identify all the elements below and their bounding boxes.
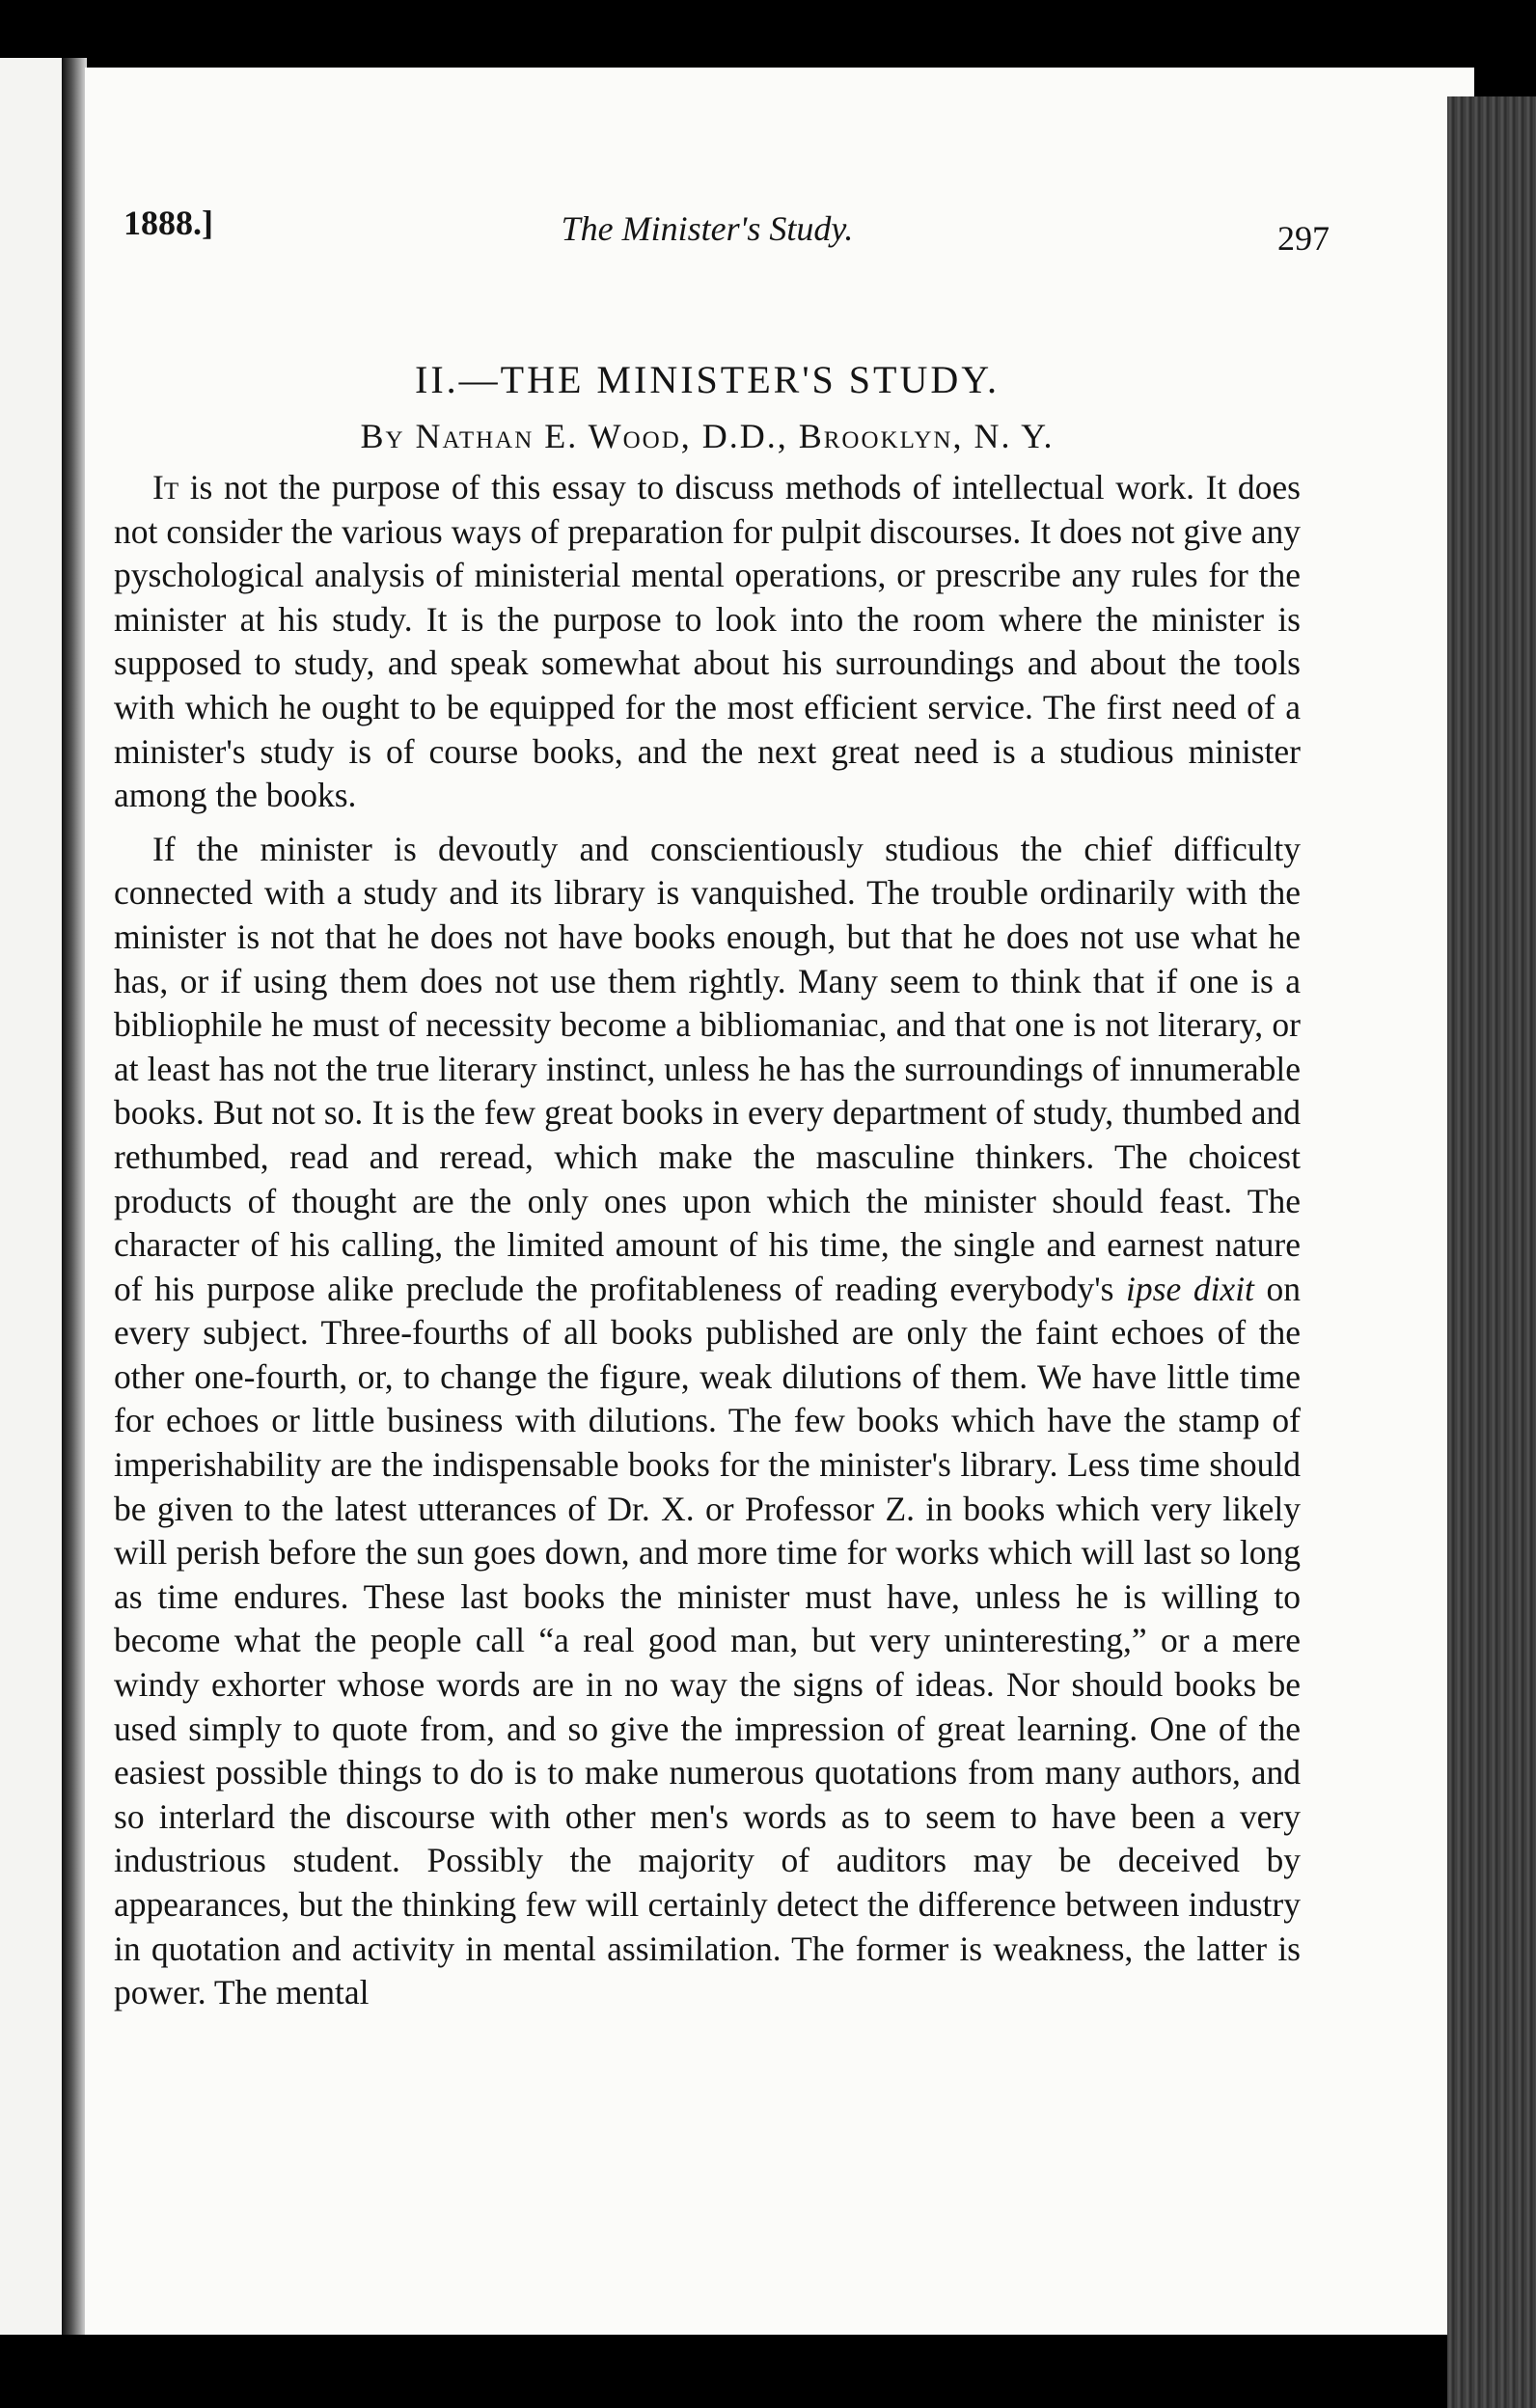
page-content [114,125,1330,2015]
paragraph-2 [114,828,1301,2015]
article-byline: By Nathan E. Wood, D.D., Brooklyn, N. Y. [360,417,1055,455]
paragraph-2-text-a: If the minister is devoutly and conscientiously studious the chief difficulty connected with a study and its library is vanquished. The trouble ordinarily with the minister is not that he does not have books enough, but that he does not use what he has, or if using them does not use them rightly. Many seem to think that if one is a bibliophile he must of necessity become a bibliomaniac, and that one is not literary, or at least has not the true literary instinct, unless he has the surroundings of innumerable books. But not so. It is the few great books in every department of study, thumbed and rethumbed, read and reread, which make the masculine thinkers. The choicest products of thought are the only ones upon which the minister should feast. The character of his calling, the limited amount of his time, the single and earnest nature of his purpose alike preclude the profitableness of reading everybody's [114,829,1301,1308]
paragraph-1-text: is not the purpose of this essay to discuss methods of intellectual work. It does not consider the various ways of preparation for pulpit discourses. It does not give any pyschological analysis of ministerial mental operations, or prescribe any rules for the minister at his study. It is the purpose to look into the room where the minister is supposed to study, and speak somewhat about his surroundings and about the tools with which he ought to be equipped for the most efficient service. The first need of a minister's study is of course books, and the next great need is a studious minister among the books. [114,468,1301,815]
page-number: 297 [1277,219,1330,258]
paragraph-2-text-b: on every subject. Three-fourths of all books published are only the faint echoes of the other one-fourth, or, to change the figure, weak dilutions of them. We have little time for echoes or little business with dilutions. The few books which have the stamp of imperishability are the indispensable books for the minister's library. Less time should be given to the latest utterances of Dr. X. or Professor Z. in books which very likely will perish before the sun goes down, and more time for works which will last so long as time endures. These last books the minister must have, unless he is willing to become what the people call “a real good man, but very uninteresting,” or a mere windy exhorter whose words are in no way the signs of ideas. Nor should books be used simply to quote from, and so give the impression of great learning. One of the easiest possible things to do is to make numerous quotations from many authors, and so interlard the discourse with other men's words as to seem to have been a very industrious student. Possibly the majority of auditors may be deceived by appearances, but the thinking few will certainly detect the difference between industry in quotation and activity in mental assimilation. The former is weakness, the latter is power. The mental [114,1269,1302,2012]
running-head-title: The Minister's Study. [561,209,854,248]
running-head [114,125,1330,258]
running-head-year: 1888.] [123,204,213,242]
article-title: II.—THE MINISTER'S STUDY. [415,358,1000,401]
left-page-edge [0,58,70,2335]
page-stack-edge [1447,96,1536,2408]
paragraph-1 [114,466,1301,818]
binding-shadow [62,58,87,2335]
paragraph-2-italic: ipse dixit [1126,1269,1254,1308]
paragraph-1-lead: It [152,468,179,506]
